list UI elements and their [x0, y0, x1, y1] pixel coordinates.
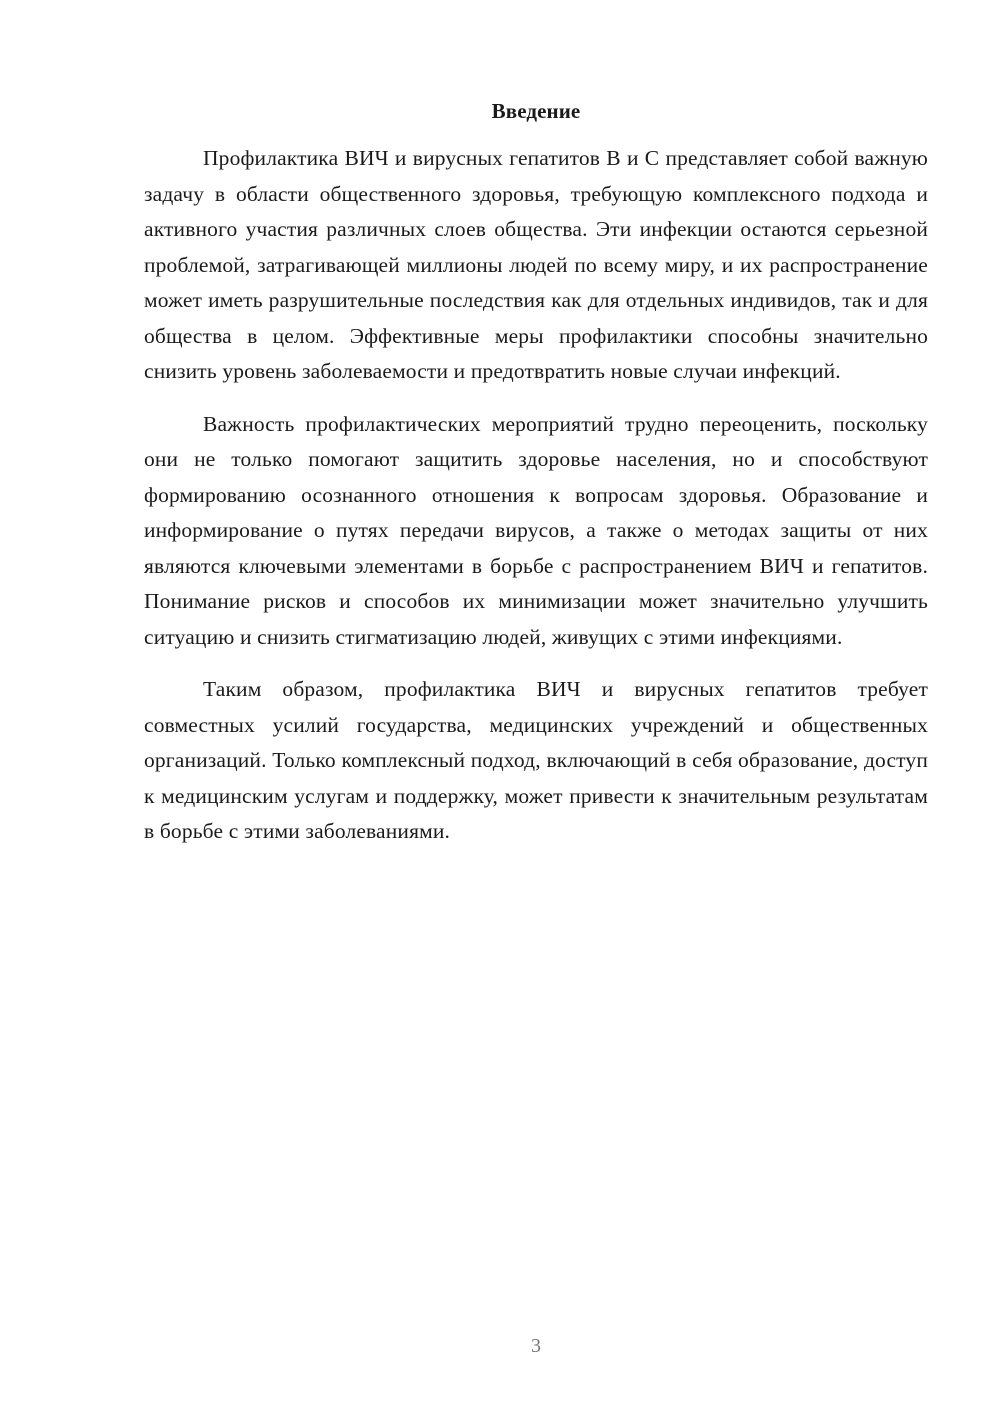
paragraph-2: Важность профилактических мероприятий трудно переоценить, поскольку они не только помогают защитить здоровье населения, но и способствуют формированию осознанного отношения к вопросам здоровья. Образование и информирование о путях передачи вирусов, а также о методах защиты от них являются ключевыми элементами в борьбе с распространением ВИЧ и гепатитов. Понимание рисков и способов их минимизации может значительно улучшить ситуацию и снизить стигматизацию людей, живущих с этими инфекциями.: [144, 411, 928, 649]
paragraph-1: Профилактика ВИЧ и вирусных гепатитов В и С представляет собой важную задачу в области общественного здоровья, требующую комплексного подхода и активного участия различных слоев общества. Эти инфекции остаются серьезной проблемой, затрагивающей миллионы людей по всему миру, и их распространение может иметь разрушительные последствия как для отдельных индивидов, так и для общества в целом. Эффективные меры профилактики способны значительно снизить уровень заболеваемости и предотвратить новые случаи инфекций.: [144, 146, 928, 383]
body-text: [144, 141, 928, 867]
section-heading: Введение: [491, 99, 581, 123]
page-number: 3: [531, 1335, 541, 1357]
paragraph-3: Таким образом, профилактика ВИЧ и вирусных гепатитов требует совместных усилий государства, медицинских учреждений и общественных организаций. Только комплексный подход, включающий в себя образование, доступ к медицинским услугам и поддержку, может привести к значительным результатам в борьбе с этими заболеваниями.: [144, 677, 928, 843]
